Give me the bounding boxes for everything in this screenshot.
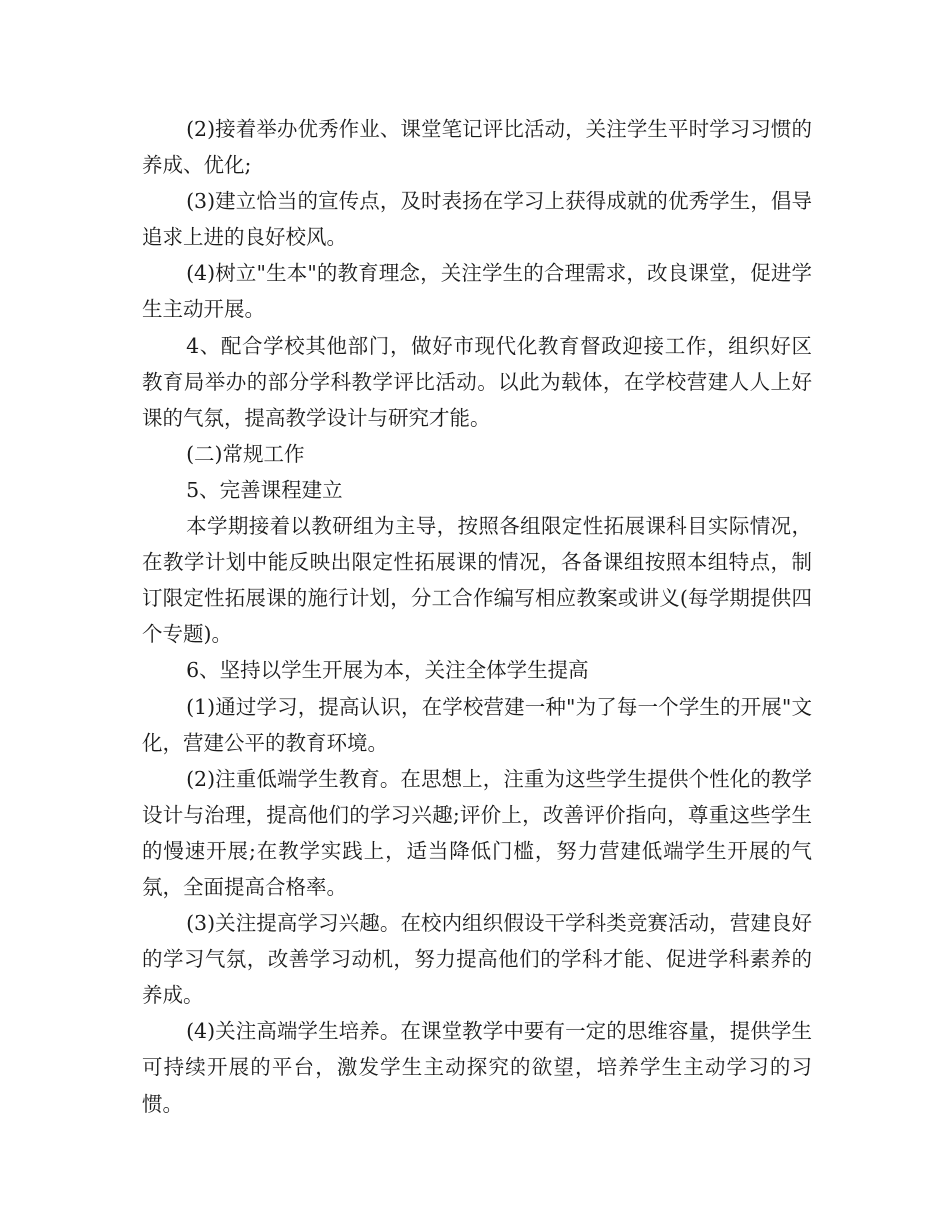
item-heading-5: 5、完善课程建立 bbox=[186, 477, 343, 502]
paragraph-7: (2)注重低端学生教育。在思想上，注重为这些学生提供个性化的教学设计与治理，提高他们的学习兴趣;评价上，改善评价指向，尊重这些学生的慢速开展;在教学实践上，适当降低门槛，努力营建低端学生开展的气氛，全面提高合格率。 bbox=[142, 766, 812, 899]
section-heading-routine-work: (二)常规工作 bbox=[186, 441, 305, 466]
paragraph-1: (2)接着举办优秀作业、课堂笔记评比活动，关注学生平时学习习惯的养成、优化; bbox=[142, 117, 812, 178]
paragraph-8: (3)关注提高学习兴趣。在校内组织假设干学科类竞赛活动，营建良好的学习气氛，改善学习动机，努力提高他们的学科才能、促进学科素养的养成。 bbox=[142, 911, 812, 1008]
paragraph-9: (4)关注高端学生培养。在课堂教学中要有一定的思维容量，提供学生可持续开展的平台，激发学生主动探究的欲望，培养学生主动学习的习惯。 bbox=[142, 1019, 812, 1116]
paragraph-4: 4、配合学校其他部门，做好市现代化教育督政迎接工作，组织好区教育局举办的部分学科教学评比活动。以此为载体，在学校营建人人上好课的气氛，提高教学设计与研究才能。 bbox=[142, 333, 812, 430]
paragraph-3: (4)树立"生本"的教育理念，关注学生的合理需求，改良课堂，促进学生主动开展。 bbox=[142, 261, 812, 322]
document-body bbox=[142, 111, 812, 1122]
item-heading-6: 6、坚持以学生开展为本，关注全体学生提高 bbox=[186, 658, 589, 683]
paragraph-5: 本学期接着以教研组为主导，按照各组限定性拓展课科目实际情况，在教学计划中能反映出限定性拓展课的情况，各备课组按照本组特点，制订限定性拓展课的施行计划，分工合作编写相应教案或讲义(每学期提供四个专题)。 bbox=[142, 514, 812, 647]
paragraph-6: (1)通过学习，提高认识，在学校营建一种"为了每一个学生的开展"文化，营建公平的教育环境。 bbox=[142, 694, 812, 755]
paragraph-2: (3)建立恰当的宣传点，及时表扬在学习上获得成就的优秀学生，倡导追求上进的良好校风。 bbox=[142, 189, 812, 250]
